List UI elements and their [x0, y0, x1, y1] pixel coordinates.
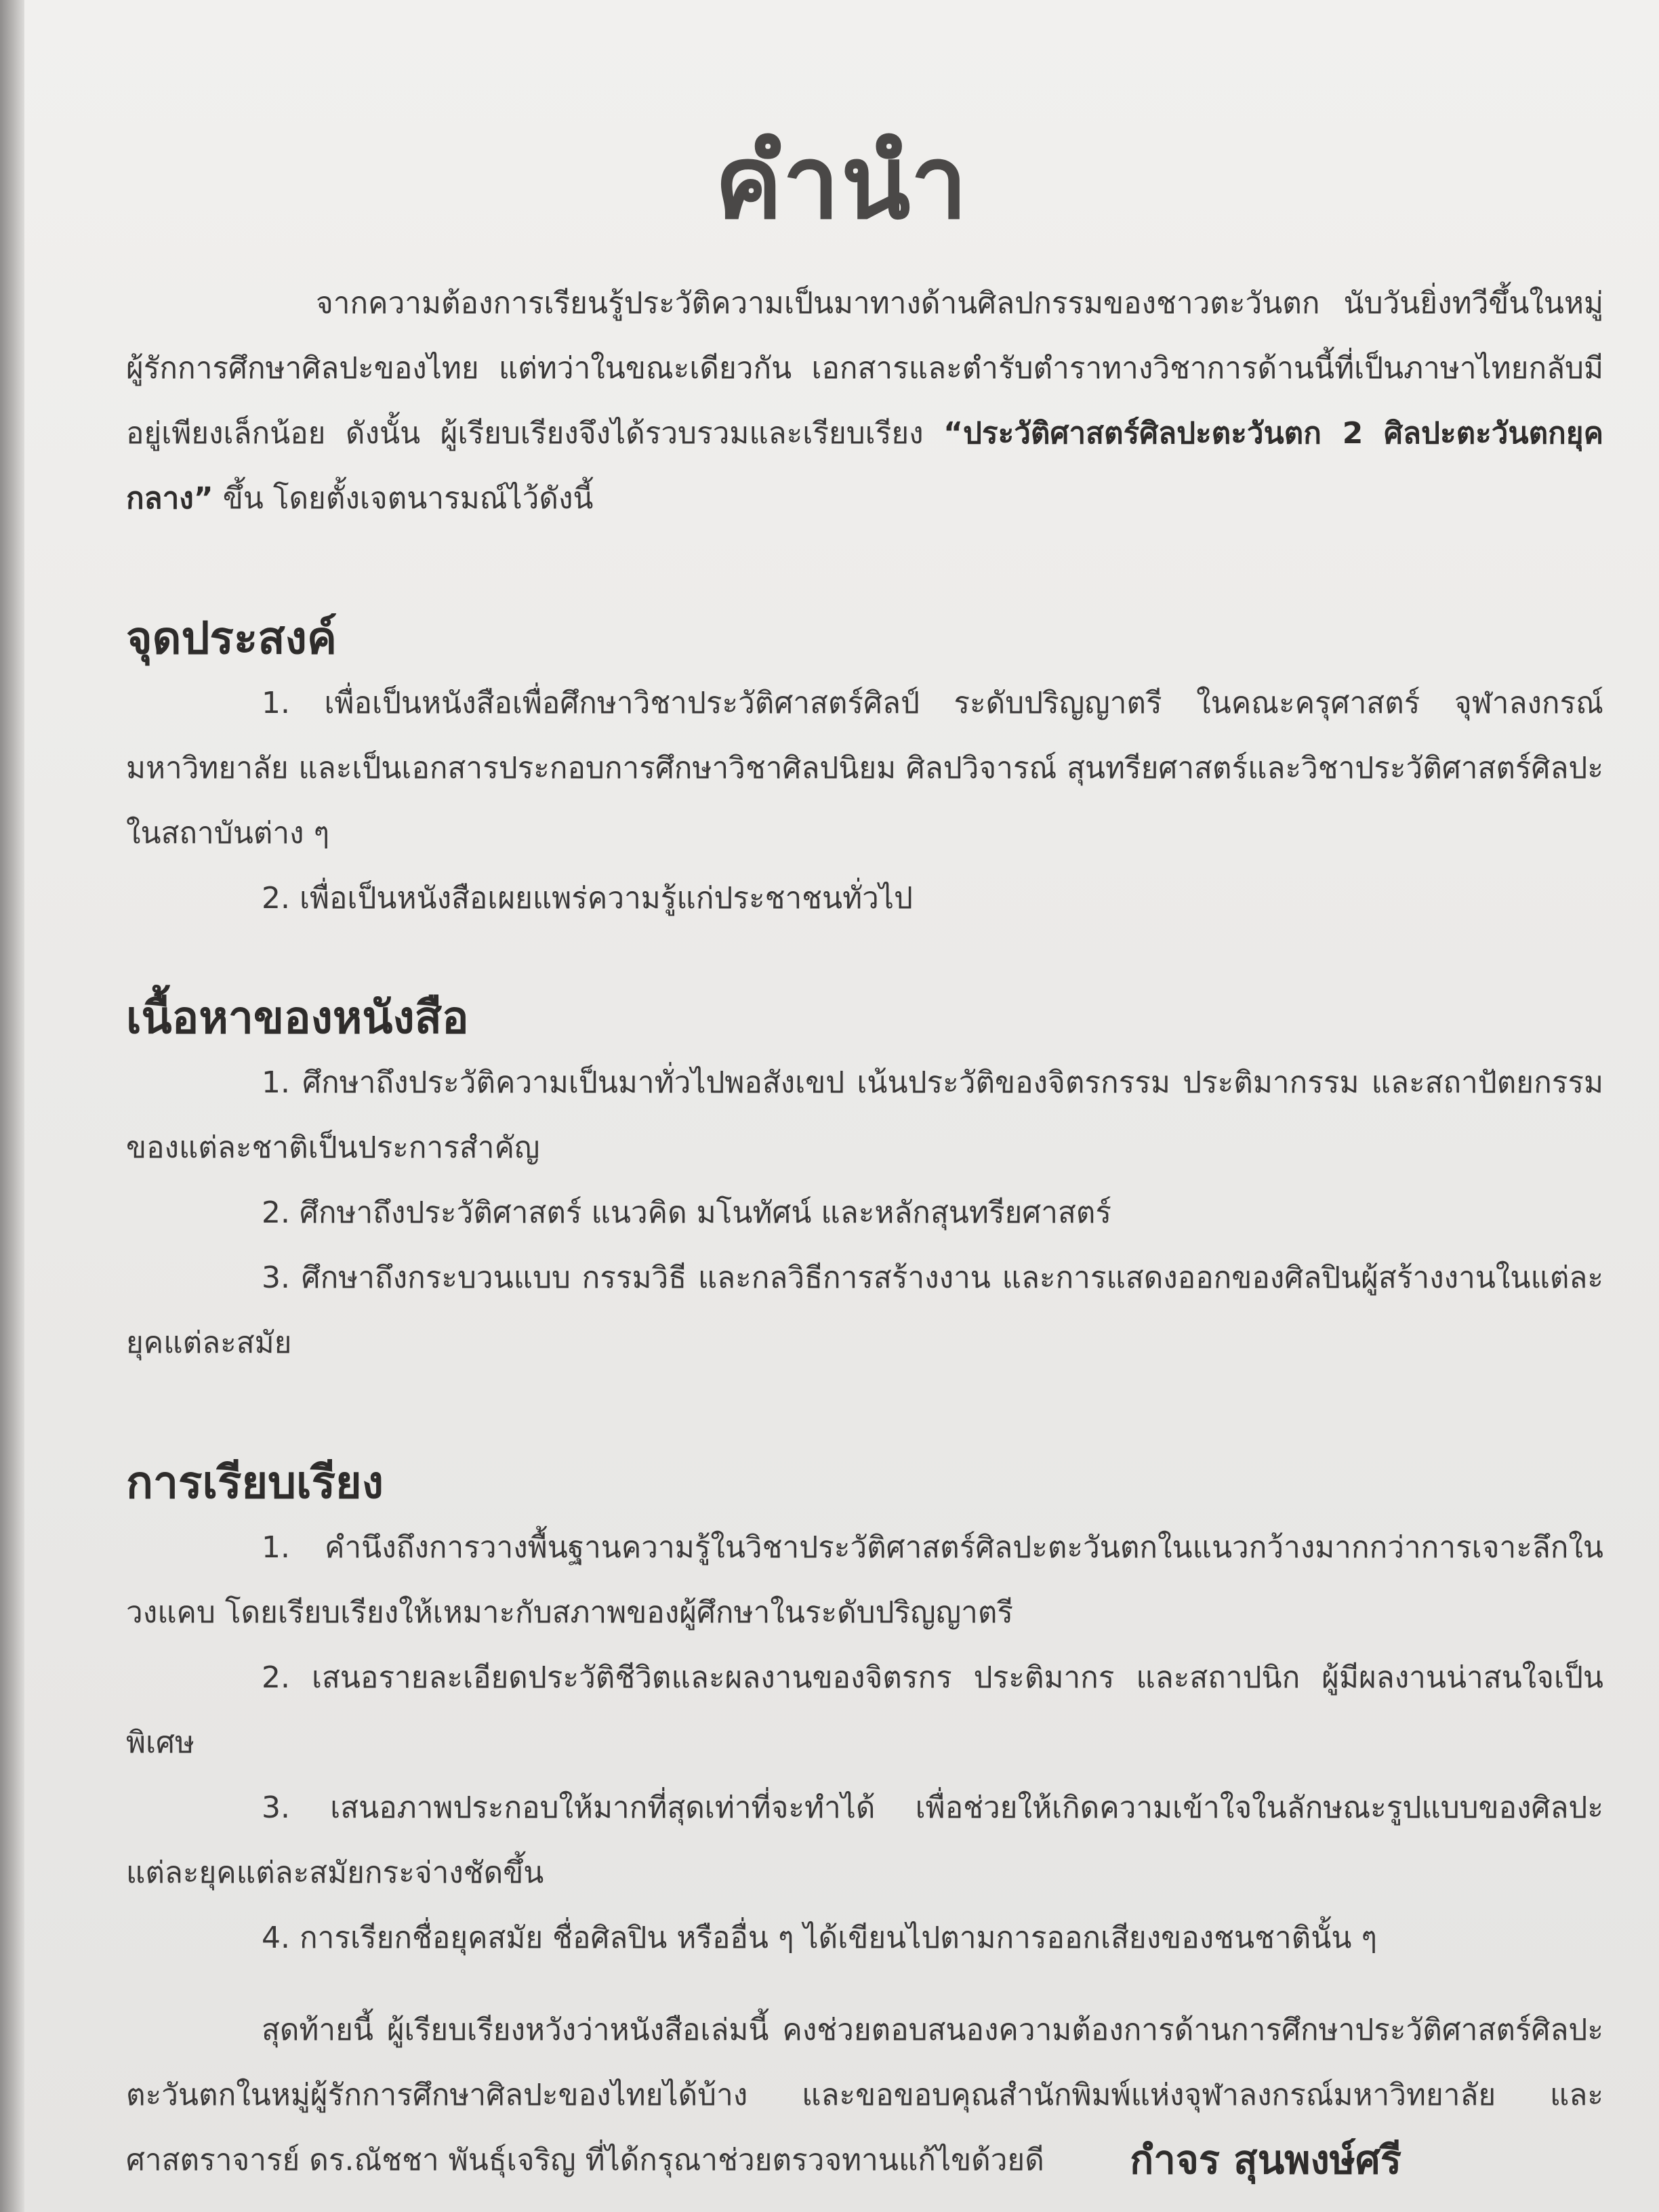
document-page	[24, 0, 1659, 2212]
closing-paragraph: สุดท้ายนี้ ผู้เรียบเรียงหวังว่าหนังสือเล่มนี้ คงช่วยตอบสนองความต้องการด้านการศึกษาประวัติศาสตร์ศิลปะตะวันตกในหมู่ผู้รักการศึกษาศิลปะของไทยได้บ้าง และขอขอบคุณสำนักพิมพ์แห่งจุฬาลงกรณ์มหาวิทยาลัย และ ศาสตราจารย์ ดร.ณัชชา พันธุ์เจริญ ที่ได้กรุณาช่วยตรวจทานแก้ไขด้วยดี	[126, 2013, 1603, 2177]
preface-body	[126, 271, 1603, 2193]
page-title: คำนำ	[714, 124, 969, 242]
book-title: “ประวัติศาสตร์ศิลปะตะวันตก 2 ศิลปะตะวันตกยุคกลาง”	[126, 416, 1604, 516]
intro-text-before: จากความต้องการเรียนรู้ประวัติความเป็นมาทางด้านศิลปกรรมของชาวตะวันตก นับวันยิ่งทวีขึ้นในหมู่ผู้รักการศึกษาศิลปะของไทย แต่ทว่าในขณะเดียวกัน เอกสารและตำรับตำราทางวิชาการด้านนี้ที่เป็นภาษาไทยกลับมีอยู่เพียงเล็กน้อย ดังนั้น ผู้เรียบเรียงจึงได้รวบรวมและเรียบเรียง	[126, 286, 1603, 451]
objective-item-1: 1. เพื่อเป็นหนังสือเพื่อศึกษาวิชาประวัติศาสตร์ศิลป์ ระดับปริญญาตรี ในคณะครุศาสตร์ จุฬาลงกรณ์มหาวิทยาลัย และเป็นเอกสารประกอบการศึกษาวิชาศิลปนิยม ศิลปวิจารณ์ สุนทรียศาสตร์และวิชาประวัติศาสตร์ศิลปะในสถาบันต่าง ๆ	[126, 686, 1603, 851]
intro-paragraph	[126, 271, 1603, 531]
content-item-1: 1. ศึกษาถึงประวัติความเป็นมาทั่วไปพอสังเขป เน้นประวัติของจิตรกรรม ประติมากรรม และสถาปัตยกรรมของแต่ละชาติเป็นประการสำคัญ	[126, 1065, 1603, 1165]
compilation-item-2: 2. เสนอรายละเอียดประวัติชีวิตและผลงานของจิตรกร ประติมากร และสถาปนิก ผู้มีผลงานน่าสนใจเป็นพิเศษ	[126, 1660, 1603, 1760]
author-signature: กำจร สุนพงษ์ศรี	[1130, 2137, 1401, 2183]
compilation-item-3: 3. เสนอภาพประกอบให้มากที่สุดเท่าที่จะทำได้ เพื่อช่วยให้เกิดความเข้าใจในลักษณะรูปแบบของศิลปะแต่ละยุคแต่ละสมัยกระจ่างชัดขึ้น	[126, 1790, 1603, 1890]
section-heading-contents: เนื้อหาของหนังสือ	[126, 991, 469, 1044]
book-spine-shadow	[0, 0, 24, 2212]
compilation-item-4: 4. การเรียกชื่อยุคสมัย ชื่อศิลปิน หรืออื่น ๆ ได้เขียนไปตามการออกเสียงของชนชาตินั้น ๆ	[262, 1921, 1378, 1955]
intro-text-after: ขึ้น โดยตั้งเจตนารมณ์ไว้ดังนี้	[213, 481, 594, 516]
objective-item-2: 2. เพื่อเป็นหนังสือเผยแพร่ความรู้แก่ประชาชนทั่วไป	[262, 881, 913, 916]
section-heading-compilation: การเรียบเรียง	[126, 1456, 384, 1509]
compilation-item-1: 1. คำนึงถึงการวางพื้นฐานความรู้ในวิชาประวัติศาสตร์ศิลปะตะวันตกในแนวกว้างมากกว่าการเจาะลึกในวงแคบ โดยเรียบเรียงให้เหมาะกับสภาพของผู้ศึกษาในระดับปริญญาตรี	[126, 1530, 1603, 1630]
content-item-2: 2. ศึกษาถึงประวัติศาสตร์ แนวคิด มโนทัศน์ และหลักสุนทรียศาสตร์	[262, 1195, 1111, 1230]
content-item-3: 3. ศึกษาถึงกระบวนแบบ กรรมวิธี และกลวิธีการสร้างงาน และการแสดงออกของศิลปินผู้สร้างงานในแต่ละยุคแต่ละสมัย	[126, 1261, 1603, 1360]
section-heading-objectives: จุดประสงค์	[126, 612, 337, 664]
